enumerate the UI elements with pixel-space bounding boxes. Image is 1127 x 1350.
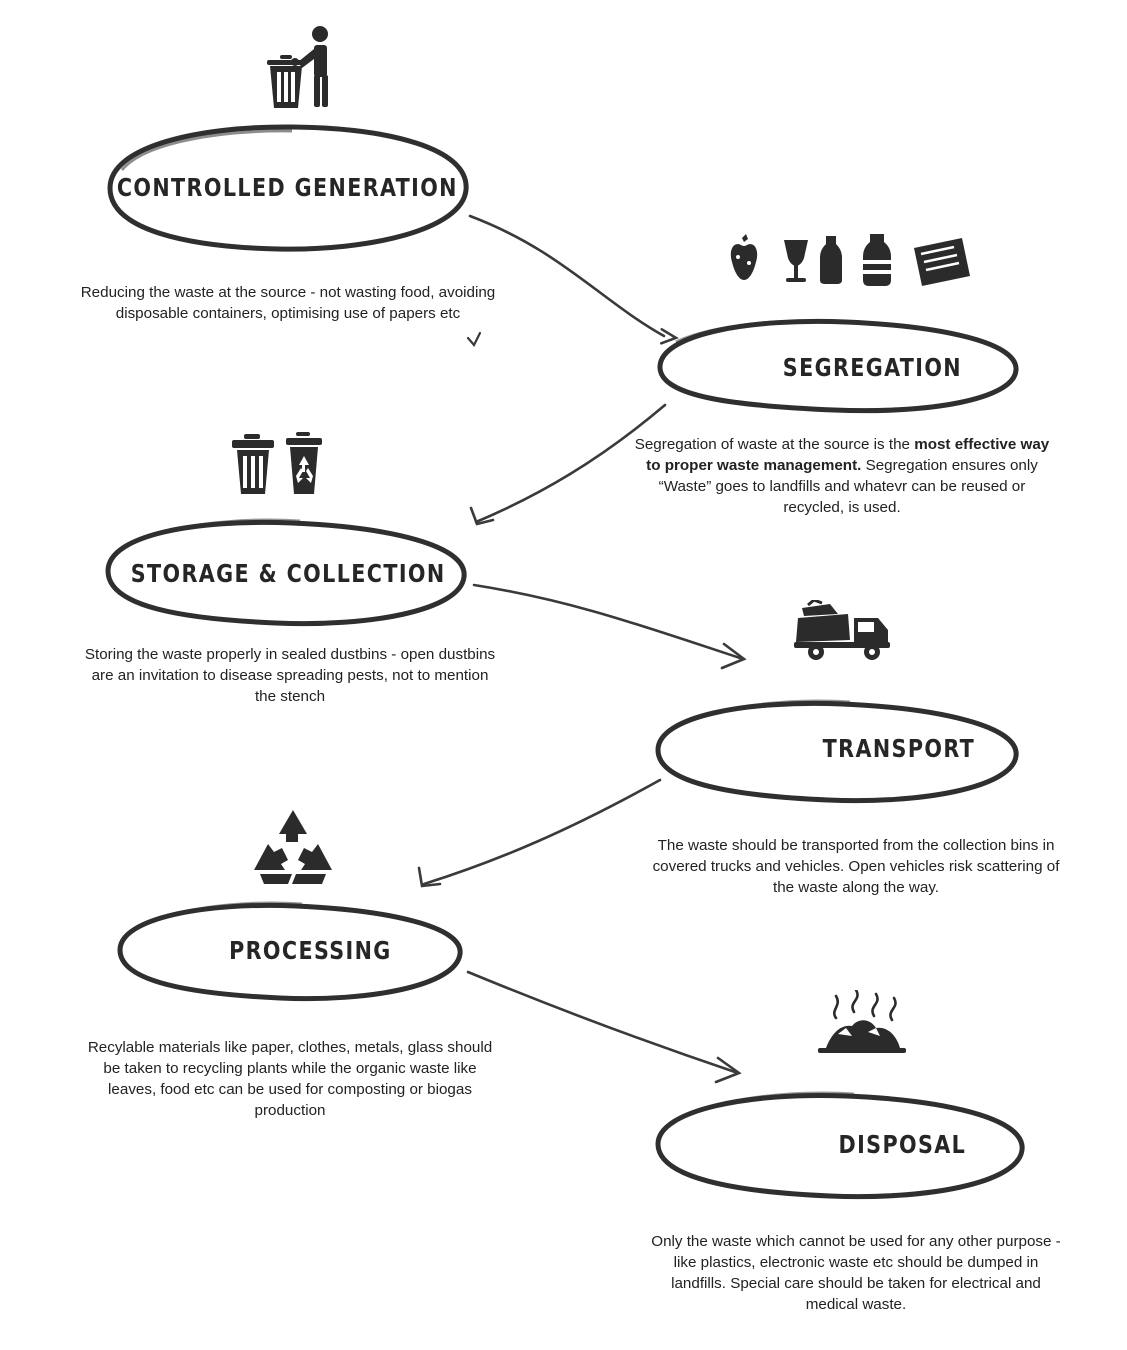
- garbage-truck-icon: [792, 600, 902, 662]
- dustbin-recycle-bin-icon: [228, 428, 348, 498]
- description-segregation: [630, 435, 1054, 519]
- desc-part-pre: Segregation of waste at the source is the: [634, 436, 915, 453]
- node-label: SEGREGATION: [782, 352, 962, 382]
- person-throwing-trash-icon: [262, 22, 352, 112]
- node-label: DISPOSAL: [838, 1129, 966, 1159]
- arrow-transport-to-processing: [424, 780, 660, 884]
- description-controlled-generation: Reducing the waste at the source - not wasting food, avoiding disposable containers, optimising use of papers etc: [80, 284, 496, 322]
- arrow-storage-to-transport: [474, 585, 740, 658]
- description-disposal: Only the waste which cannot be used for any other purpose - like plastics, electronic waste etc should be dumped in landfills. Special care should be taken for electrical and medical waste.: [651, 1233, 1061, 1313]
- node-label: CONTROLLED GENERATION: [116, 172, 458, 202]
- landfill-smoke-icon: [808, 990, 912, 1058]
- bubble-storage-collection[interactable]: [100, 505, 476, 635]
- node-label: TRANSPORT: [822, 733, 976, 763]
- node-disposal[interactable]: [650, 1080, 1034, 1206]
- node-label: PROCESSING: [228, 935, 392, 965]
- node-storage-collection[interactable]: [100, 505, 476, 635]
- bubble-controlled-generation[interactable]: [92, 118, 482, 258]
- bubble-segregation[interactable]: [650, 308, 1030, 420]
- arrow-generation-to-segregation: [470, 216, 664, 336]
- node-label: STORAGE & COLLECTION: [130, 558, 446, 588]
- desc-part-post: Segregation ensures only “Waste” goes to landfills and whatevr can be reused or recycled, is used.: [658, 456, 1038, 516]
- node-processing[interactable]: [112, 890, 472, 1008]
- waste-types-icon: [718, 232, 970, 290]
- recycling-symbol-icon: [248, 808, 338, 886]
- bubble-processing[interactable]: [112, 890, 472, 1008]
- arrow-processing-to-disposal: [468, 972, 735, 1072]
- description-storage-collection: Storing the waste properly in sealed dustbins - open dustbins are an invitation to disease spreading pests, not to mention the stench: [84, 646, 496, 705]
- node-segregation[interactable]: [650, 308, 1030, 420]
- bubble-disposal[interactable]: [650, 1080, 1034, 1206]
- bubble-transport[interactable]: [650, 688, 1028, 810]
- description-processing: Recylable materials like paper, clothes, metals, glass should be taken to recycling plants while the organic waste like leaves, food etc can be used for composting or biogas production: [87, 1039, 493, 1119]
- node-transport[interactable]: [650, 688, 1028, 810]
- desc-part-bold: most effective way to proper waste management.: [646, 436, 1050, 474]
- description-transport: The waste should be transported from the collection bins in covered trucks and vehicles. Open vehicles risk scattering of the waste along the way.: [652, 837, 1060, 896]
- node-controlled-generation[interactable]: [92, 118, 482, 258]
